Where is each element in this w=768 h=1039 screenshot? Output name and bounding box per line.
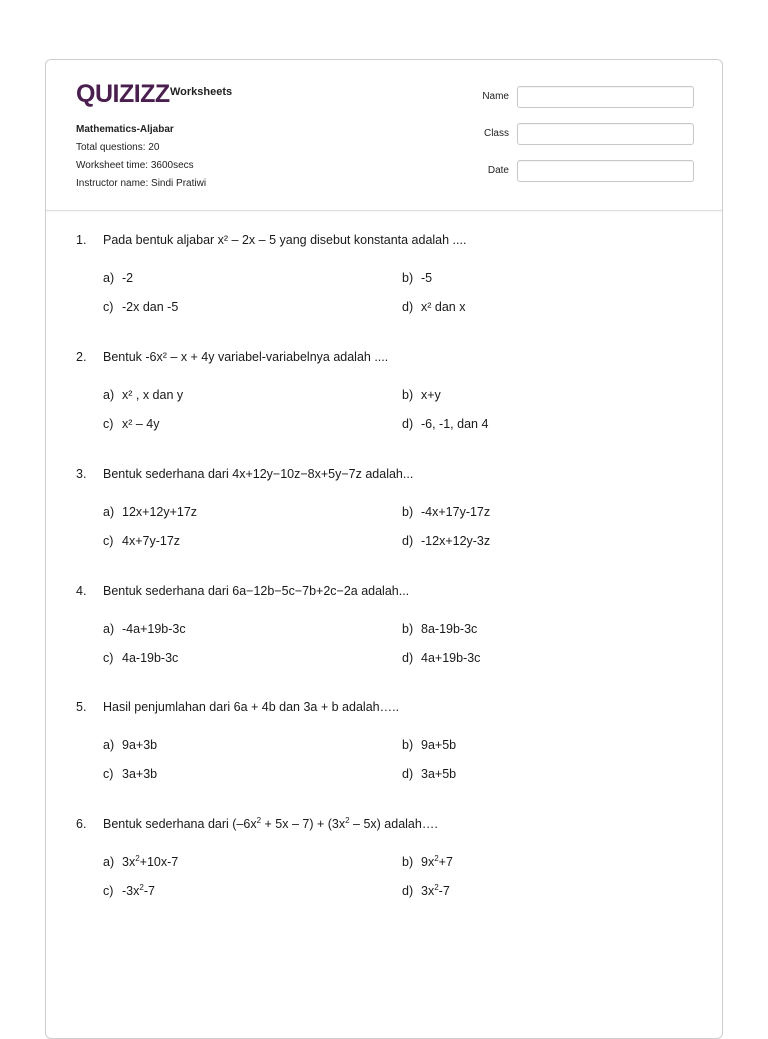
option-letter: a) [103, 622, 115, 636]
option-letter: a) [103, 855, 115, 869]
subject-title: Mathematics-Aljabar [76, 124, 174, 135]
option-c [103, 884, 155, 898]
option-text: x² – 4y [122, 417, 160, 431]
question-text: Bentuk sederhana dari 6a−12b−5c−7b+2c−2a adalah... [103, 584, 410, 598]
option-letter: d) [402, 534, 414, 548]
option-text: 3a+3b [122, 767, 158, 781]
option-d [402, 884, 450, 898]
option-c [103, 534, 180, 548]
option-letter: b) [402, 505, 414, 519]
option-text: 3a+5b [421, 767, 457, 781]
option-a [103, 388, 183, 402]
question-text: Bentuk -6x² – x + 4y variabel-variabelnya adalah .... [103, 350, 389, 364]
option-a [103, 505, 197, 519]
option-letter: b) [402, 388, 414, 402]
worksheet-page [45, 59, 723, 1039]
option-letter: b) [402, 622, 414, 636]
option-b [402, 738, 456, 752]
option-letter: a) [103, 271, 115, 285]
logo-subtitle: Worksheets [170, 86, 233, 98]
option-letter: a) [103, 738, 115, 752]
option-letter: b) [402, 855, 414, 869]
question-number: 1. [76, 233, 87, 247]
option-text: -4a+19b-3c [122, 622, 186, 636]
option-letter: d) [402, 651, 414, 665]
option-text: -5 [421, 271, 433, 285]
option-letter: d) [402, 417, 414, 431]
option-b [402, 855, 453, 869]
question-text: Pada bentuk aljabar x² – 2x – 5 yang disebut konstanta adalah .... [103, 233, 467, 247]
option-text: 8a-19b-3c [421, 622, 478, 636]
option-letter: c) [103, 651, 114, 665]
question-text: Hasil penjumlahan dari 6a + 4b dan 3a + b adalah….. [103, 700, 400, 714]
worksheet-time: Worksheet time: 3600secs [76, 160, 194, 171]
option-text: 4x+7y-17z [122, 534, 181, 548]
option-text: x² , x dan y [122, 388, 184, 402]
question-text: Bentuk sederhana dari $(-6x^2 + 5x - 7) + (3x^2 - 5x)$ adalah…. [103, 816, 438, 831]
question-text: Bentuk sederhana dari 4x+12y−10z−8x+5y−7z adalah... [103, 467, 414, 481]
option-letter: d) [402, 884, 414, 898]
option-letter: c) [103, 534, 114, 548]
option-d [402, 417, 488, 431]
worksheet-meta [76, 121, 206, 193]
option-text: $-3x^2-7$ [122, 883, 155, 898]
option-text: 12x+12y+17z [122, 505, 198, 519]
option-letter: d) [402, 300, 414, 314]
option-b [402, 271, 432, 285]
option-d [402, 767, 456, 781]
option-text: -2 [122, 271, 134, 285]
name-field[interactable] [517, 86, 694, 108]
class-label: Class [483, 128, 509, 139]
date-label: Date [487, 165, 509, 176]
option-text: -2x dan -5 [122, 300, 179, 314]
class-field[interactable] [517, 123, 694, 145]
question-number: 4. [76, 584, 87, 598]
option-c [103, 767, 157, 781]
option-letter: c) [103, 767, 114, 781]
option-b [402, 388, 441, 402]
option-text: 4a+19b-3c [421, 651, 481, 665]
option-text: -4x+17y-17z [421, 505, 491, 519]
option-letter: c) [103, 417, 114, 431]
option-text: -12x+12y-3z [421, 534, 491, 548]
option-letter: b) [402, 271, 414, 285]
quizizz-logo: QUIZIZZ [76, 80, 170, 108]
option-letter: c) [103, 300, 114, 314]
date-field[interactable] [517, 160, 694, 182]
option-text: -6, -1, dan 4 [421, 417, 489, 431]
option-a [103, 622, 186, 636]
option-a [103, 738, 157, 752]
option-d [402, 651, 480, 665]
option-text: $3x^2+10x-7$ [122, 854, 179, 869]
option-c [103, 300, 178, 314]
option-text: x+y [421, 388, 441, 402]
option-text: 4a-19b-3c [122, 651, 179, 665]
option-letter: c) [103, 884, 114, 898]
option-text: x² dan x [421, 300, 466, 314]
total-questions: Total questions: 20 [76, 142, 160, 153]
question-number: 3. [76, 467, 87, 481]
option-text: 9a+3b [122, 738, 158, 752]
option-b [402, 505, 490, 519]
name-label: Name [482, 91, 509, 102]
option-text: $9x^2+7$ [421, 854, 453, 869]
option-a [103, 271, 133, 285]
question-number: 6. [76, 817, 87, 831]
option-text: $3x^2-7$ [421, 883, 450, 898]
option-letter: b) [402, 738, 414, 752]
option-letter: d) [402, 767, 414, 781]
question-number: 2. [76, 350, 87, 364]
option-letter: a) [103, 388, 115, 402]
option-b [402, 622, 477, 636]
worksheet-header [46, 60, 722, 211]
option-a [103, 855, 178, 869]
option-d [402, 300, 465, 314]
instructor-name: Instructor name: Sindi Pratiwi [76, 178, 207, 189]
option-c [103, 651, 178, 665]
option-letter: a) [103, 505, 115, 519]
option-text: 9a+5b [421, 738, 457, 752]
option-c [103, 417, 160, 431]
question-number: 5. [76, 700, 87, 714]
option-d [402, 534, 490, 548]
